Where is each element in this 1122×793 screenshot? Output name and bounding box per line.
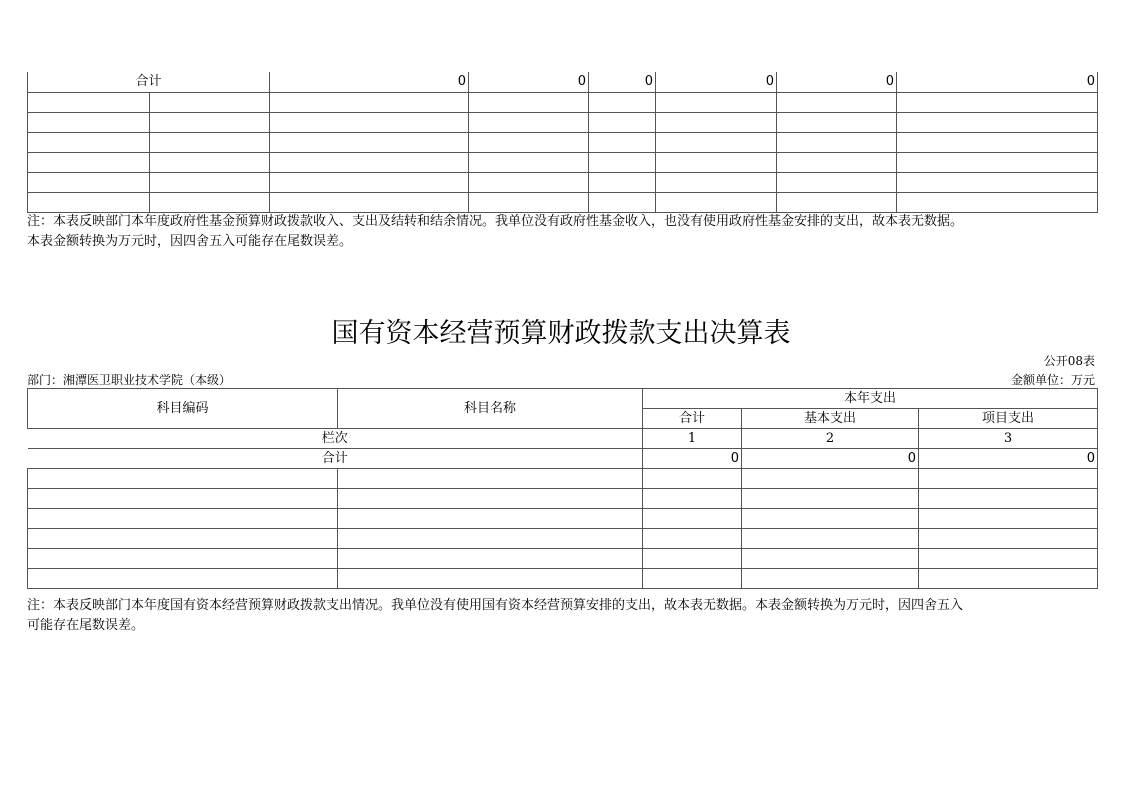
- form-code: 公开08表: [1043, 354, 1095, 368]
- table-row: [28, 172, 1098, 192]
- total-label: 合计: [28, 449, 643, 469]
- header-code: 科目编码: [28, 389, 338, 429]
- government-fund-table: [27, 72, 1098, 213]
- state-capital-expense-table: [27, 388, 1098, 589]
- header-basic: 基本支出: [742, 409, 919, 429]
- table-row: [28, 529, 1098, 549]
- total-value: 0: [656, 72, 777, 92]
- table-row: [28, 112, 1098, 132]
- header-project: 项目支出: [919, 409, 1098, 429]
- unit-label: 金额单位：万元: [1010, 373, 1095, 387]
- table-note: [27, 596, 1102, 636]
- table-row: [28, 192, 1098, 212]
- note-line: 可能存在尾数误差。: [27, 618, 145, 633]
- column-index-label: 栏次: [28, 429, 643, 449]
- total-value: 0: [742, 449, 919, 469]
- table-row: [28, 92, 1098, 112]
- note-line: 注：本表反映部门本年度国有资本经营预算财政拨款支出情况。我单位没有使用国有资本经营预算安排的支出，故本表无数据。本表金额转换为万元时，因四舍五入: [27, 598, 964, 613]
- total-row: [28, 449, 1098, 469]
- note-line: 注：本表反映部门本年度政府性基金预算财政拨款收入、支出及结转和结余情况。我单位没有政府性基金收入，也没有使用政府性基金安排的支出，故本表无数据。: [27, 214, 964, 229]
- table-row: [28, 549, 1098, 569]
- table-row: [28, 569, 1098, 589]
- total-value: 0: [643, 449, 742, 469]
- column-index: 1: [643, 429, 742, 449]
- column-index: 3: [919, 429, 1098, 449]
- header-year-expense: 本年支出: [643, 389, 1098, 409]
- table-row: [28, 132, 1098, 152]
- column-index-row: [28, 429, 1098, 449]
- table-note: [27, 212, 1102, 252]
- table-row: [28, 489, 1098, 509]
- column-index: 2: [742, 429, 919, 449]
- total-value: 0: [919, 449, 1098, 469]
- total-value: 0: [777, 72, 897, 92]
- total-value: 0: [897, 72, 1098, 92]
- header-total: 合计: [643, 409, 742, 429]
- header-name: 科目名称: [338, 389, 643, 429]
- total-label: 合计: [28, 72, 270, 92]
- note-line: 本表金额转换为万元时，因四舍五入可能存在尾数误差。: [27, 234, 353, 249]
- total-row: [28, 72, 1098, 92]
- header-row: [28, 389, 1098, 409]
- total-value: 0: [469, 72, 589, 92]
- table-row: [28, 469, 1098, 489]
- table-row: [28, 152, 1098, 172]
- table-row: [28, 509, 1098, 529]
- department-label: 部门：湘潭医卫职业技术学院（本级）: [27, 373, 232, 387]
- total-value: 0: [589, 72, 656, 92]
- form-title: 国有资本经营预算财政拨款支出决算表: [331, 318, 791, 349]
- total-value: 0: [270, 72, 469, 92]
